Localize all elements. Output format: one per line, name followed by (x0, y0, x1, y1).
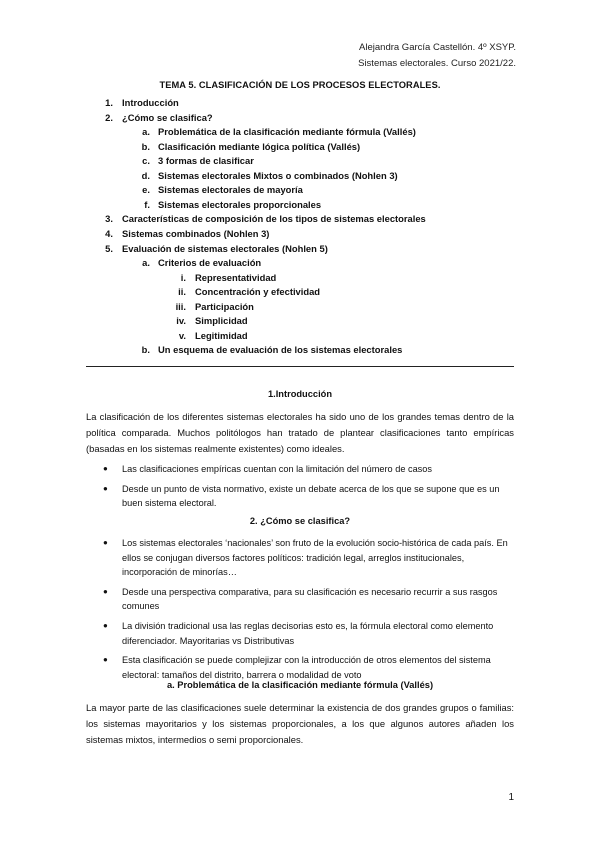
separator-line (86, 366, 514, 367)
toc-item-number: iv. (176, 315, 186, 327)
toc-item (0, 343, 600, 358)
toc-item (0, 198, 600, 213)
list-item (86, 585, 514, 614)
toc-item-number: i. (180, 271, 186, 283)
problematica-paragraph: La mayor parte de las clasificaciones suele determinar la existencia de dos grandes grupos o familias: los sistemas mayoritarios y los sistemas proporcionales, a los que algunos autores añaden los sistemas mixtos, intermedios o semi proporcionales. (86, 702, 514, 746)
bullet-text: Desde un punto de vista normativo, existe un debate acerca de los que se supone que es un buen sistema electoral. (122, 483, 500, 509)
header-course-line: Sistemas electorales. Curso 2021/22. (358, 58, 516, 69)
toc-item-number: f. (144, 198, 150, 210)
toc-item (0, 169, 600, 184)
toc-item (0, 140, 600, 155)
toc-item (0, 300, 600, 315)
toc-item-number: 3. (105, 213, 113, 225)
toc-item (0, 285, 600, 300)
toc-item-number: 1. (105, 97, 113, 108)
toc-item-number: v. (178, 329, 186, 341)
toc-item-label: Representatividad (195, 271, 277, 283)
bullet-text: Las clasificaciones empíricas cuentan con la limitación del número de casos (122, 464, 432, 474)
header-author-line: Alejandra García Castellón. 4º XSYP. (359, 42, 516, 53)
toc-item-label: Sistemas combinados (Nohlen 3) (122, 227, 270, 239)
bullet-icon: ● (103, 464, 108, 473)
bullet-icon: ● (103, 538, 108, 547)
toc-item-number: 5. (105, 242, 113, 254)
toc-item-number: d. (141, 169, 150, 181)
list-item (86, 462, 514, 477)
toc-item-label: Sistemas electorales Mixtos o combinados (Nohlen 3) (158, 169, 398, 181)
toc-item (0, 227, 600, 242)
clasifica-bullet-list (86, 536, 514, 687)
toc-item (0, 96, 600, 111)
toc-item-label: Simplicidad (195, 315, 248, 327)
toc-item-number: a. (142, 257, 150, 269)
toc-item-number: b. (141, 140, 150, 152)
toc-item (0, 154, 600, 169)
intro-paragraph: La clasificación de los diferentes sistemas electorales ha sido uno de los grandes temas dentro de la política comparada. Muchos politólogos han tratado de plantear clasificaciones tanto empíricas (basadas en los sistemas realmente existentes) como ideales. (86, 411, 514, 455)
bullet-icon: ● (103, 655, 108, 665)
toc-item (0, 212, 600, 227)
toc-item-label: ¿Cómo se clasifica? (122, 111, 213, 123)
list-item (86, 619, 514, 648)
bullet-icon: ● (103, 483, 108, 493)
toc-item-label: Introducción (122, 97, 179, 108)
toc-item-label: Características de composición de los tipos de sistemas electorales (122, 213, 426, 225)
toc-item (0, 256, 600, 271)
toc-item-label: Concentración y efectividad (195, 286, 321, 298)
toc-item-number: a. (142, 126, 150, 138)
section-heading-como-se-clasifica: 2. ¿Cómo se clasifica? (249, 516, 351, 526)
toc-item-number: e. (142, 184, 150, 196)
toc-item-label: 3 formas de clasificar (158, 155, 254, 167)
toc-item-label: Criterios de evaluación (158, 257, 262, 269)
toc-item-number: 2. (105, 111, 113, 123)
intro-bullet-list (86, 462, 514, 516)
list-item (86, 653, 514, 682)
toc-item-number: b. (141, 344, 150, 356)
page-number: 1 (508, 792, 514, 803)
toc-item-number: ii. (178, 286, 186, 298)
toc-item (0, 271, 600, 286)
toc-item-label: Participación (195, 300, 254, 312)
toc-item-label: Evaluación de sistemas electorales (Nohlen 5) (122, 242, 328, 254)
bullet-icon: ● (103, 586, 108, 596)
bullet-text: Los sistemas electorales ‘nacionales’ son fruto de la evolución socio-histórica de cada país. En ellos se conjugan diversos factores políticos: tradición legal, arreglos institucionales, incorporación de minorías… (122, 538, 508, 578)
toc-item-label: Legitimidad (195, 329, 248, 341)
section-heading-introduccion: 1.Introducción (267, 389, 333, 399)
list-item (86, 536, 514, 580)
toc-item-label: Clasificación mediante lógica política (Vallés) (158, 140, 361, 152)
document-title: TEMA 5. CLASIFICACIÓN DE LOS PROCESOS ELECTORALES. (159, 80, 441, 90)
toc-item (0, 125, 600, 140)
toc-item (0, 329, 600, 344)
toc-item (0, 111, 600, 126)
toc-item-number: iii. (175, 300, 186, 312)
toc-item (0, 183, 600, 198)
bullet-icon: ● (103, 620, 108, 630)
toc-item (0, 242, 600, 257)
toc-item (0, 314, 600, 329)
subsection-heading-problematica: a. Problemática de la clasificación mediante fórmula (Vallés) (166, 680, 434, 690)
toc-item-label: Sistemas electorales de mayoría (158, 184, 303, 196)
bullet-text: Desde una perspectiva comparativa, para su clasificación es necesario recurrir a sus rasgos comunes (122, 586, 498, 612)
bullet-text: La división tradicional usa las reglas decisorias esto es, la fórmula electoral como elemento diferenciador. Mayoritarias vs Distributivas (122, 620, 494, 646)
toc-item-number: 4. (105, 227, 113, 239)
list-item (86, 482, 514, 511)
toc-item-label: Problemática de la clasificación mediante fórmula (Vallés) (158, 126, 416, 138)
document-header (358, 40, 516, 72)
bullet-text: Esta clasificación se puede complejizar con la introducción de otros elementos del sistema electoral: tamaños del distrito, barrera o modalidad de voto (122, 655, 491, 680)
toc-item-label: Un esquema de evaluación de los sistemas electorales (158, 344, 403, 356)
toc-item-label: Sistemas electorales proporcionales (158, 198, 322, 210)
toc-item-number: c. (142, 155, 150, 167)
